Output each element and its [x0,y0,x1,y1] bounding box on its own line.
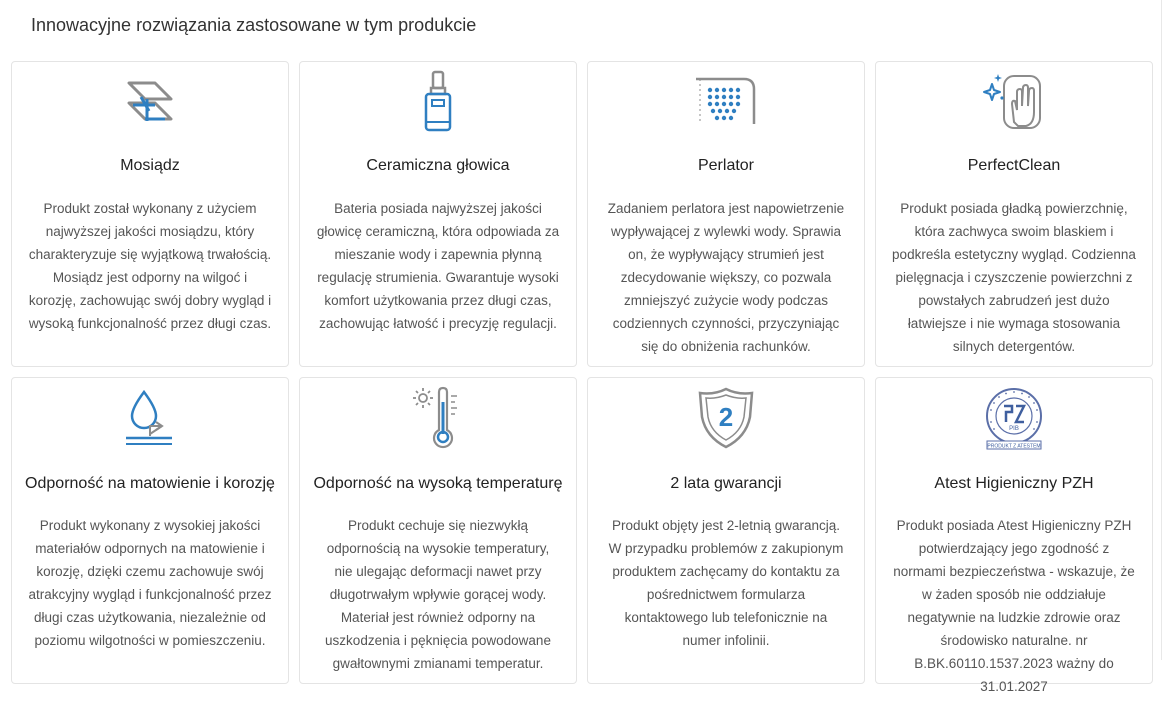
feature-card-heat-resistance [299,377,577,684]
pzh-certificate-icon [982,386,1046,450]
feature-title: Ceramiczna głowica [366,157,510,174]
feature-description: Bateria posiada najwyższej jakości głowicę ceramiczną, która odpowiada za mieszanie wody i zapewnia płynną regulację strumienia. Gwarantuje wysoki komfort użytkowania przez długi czas, zachowując łatwość i precyzję regulacji. [316,201,560,331]
feature-description: Produkt został wykonany z użyciem najwyższej jakości mosiądzu, który charakteryzuje się wyjątkową trwałością. Mosiądz jest odporny na wilgoć i korozję, zachowując swój dobry wygląd i wysoką funkcjonalność przez długi czas. [28,201,272,331]
aerator-icon [694,70,758,134]
feature-card-aerator [587,61,865,367]
thermometer-icon [406,386,470,450]
feature-title: Odporność na matowienie i korozję [25,475,275,492]
feature-card-ceramic-cartridge [299,61,577,367]
feature-title: Perlator [697,157,755,174]
feature-description: Produkt cechuje się niezwykłą odpornością na wysokie temperatury, nie ulegając deformacji nawet przy długotrwałym wpływie gorącej wody. Materiał jest również odporny na uszkodzenia i pęknięcia powodowane gwałtownymi zmianami temperatur. [325,518,551,671]
feature-title: Mosiądz [120,157,180,174]
feature-title: Atest Higieniczny PZH [934,475,1094,492]
page-edge-divider [1161,0,1162,660]
feature-title: Odporność na wysoką temperaturę [313,475,563,492]
feature-card-warranty [587,377,865,684]
ceramic-cartridge-icon [406,70,470,134]
feature-card-brass [11,61,289,367]
features-grid [11,61,1153,694]
feature-description: Produkt wykonany z wysokiej jakości materiałów odpornych na matowienie i korozję, dzięki czemu zachowuje swój atrakcyjny wygląd i funkcjonalność przez długi czas użytkowania, niezależnie od poziomu wilgotności w pomieszczeniu. [28,518,272,648]
feature-card-pzh-certificate [875,377,1153,694]
feature-card-corrosion-resistance [11,377,289,684]
clean-hand-icon [982,70,1046,134]
feature-description: Produkt posiada gładką powierzchnię, która zachwyca swoim blaskiem i podkreśla estetyczny wygląd. Codzienna pielęgnacja i czyszczenie powierzchni z powstałych zabrudzeń jest dużo łatwiejsze i nie wymaga stosowania silnych detergentów. [892,201,1136,354]
warranty-number: 2 [718,402,734,432]
feature-title: PerfectClean [967,157,1061,174]
warranty-shield-icon [694,386,758,450]
section-title: Innowacyjne rozwiązania zastosowane w tym produkcie [31,15,477,35]
feature-title: 2 lata gwarancji [670,475,782,492]
certificate-badge-text: PRODUKT Z ATESTEM [987,443,1041,450]
feature-description: Produkt posiada Atest Higieniczny PZH potwierdzający jego zgodność z normami bezpieczeństwa - wskazuje, że w żaden sposób nie oddziałuje negatywnie na ludzkie zdrowie oraz środowisko naturalne. nr B.BK.60110.1537.2023 ważny do 31.01.2027 [893,518,1135,694]
feature-description: Produkt objęty jest 2-letnią gwarancją. W przypadku problemów z zakupionym produktem zachęcamy do kontaktu za pośrednictwem formularza kontaktowego lub telefonicznie na numer infolinii. [608,518,844,648]
certificate-badge-letters: PIB [1009,426,1019,432]
feature-description: Zadaniem perlatora jest napowietrzenie wypływającej z wylewki wody. Sprawia on, że wypływający strumień jest zdecydowanie większy, co pozwala zmniejszyć zużycie wody podczas codziennych czynności, przyczyniając się do obniżenia rachunków. [607,201,845,354]
water-drop-icon [118,386,182,450]
feature-card-perfectclean [875,61,1153,367]
brass-material-icon [118,70,182,134]
